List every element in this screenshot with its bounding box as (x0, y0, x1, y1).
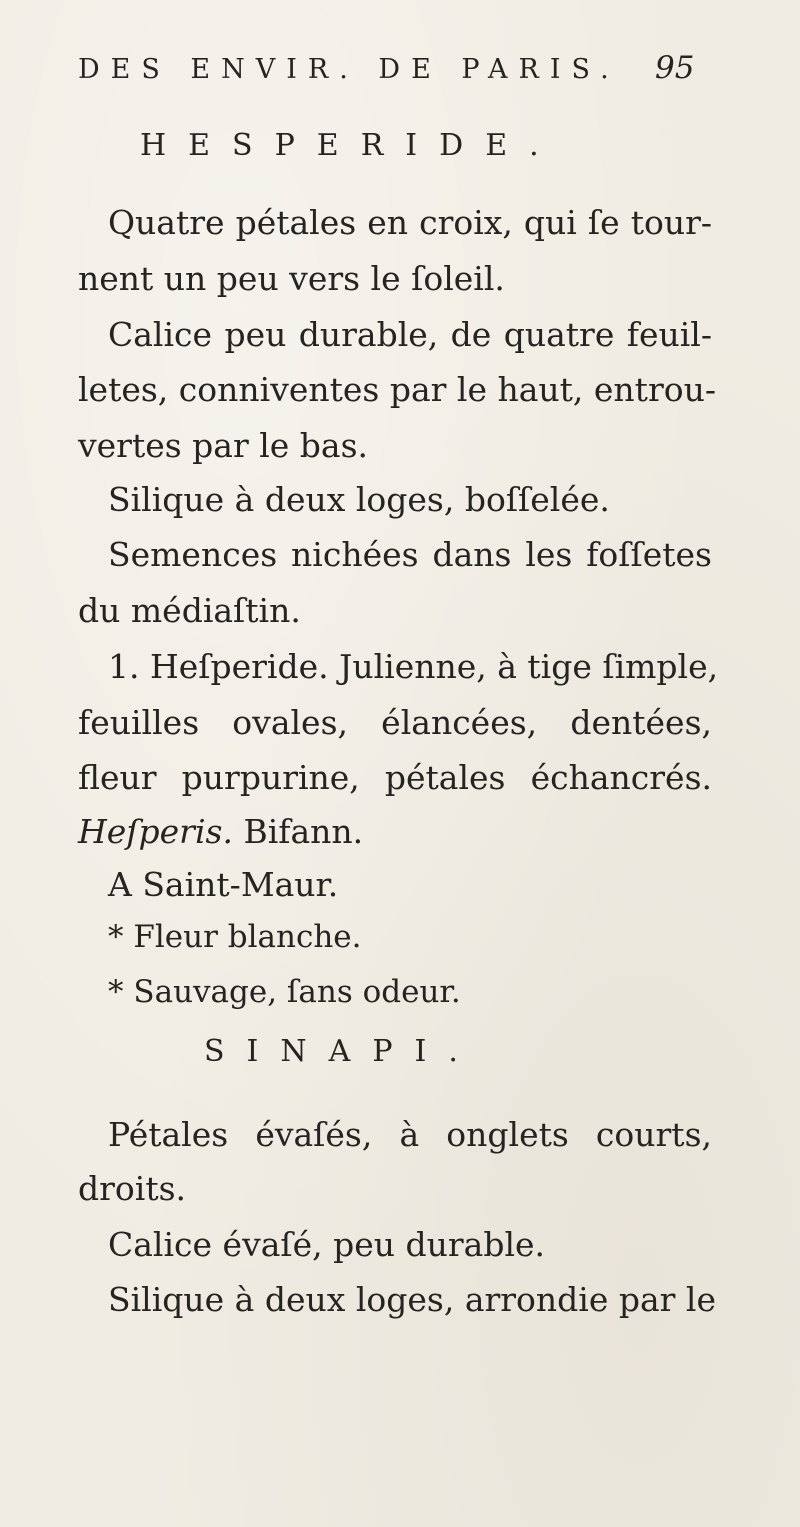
text-line: Calice évaſé, peu durable. (108, 1225, 546, 1264)
text-line: * Fleur blanche. (108, 919, 362, 955)
text-line: feuilles ovales, élancées, dentées, (78, 703, 712, 742)
text-line: Silique à deux loges, arrondie par le (108, 1280, 717, 1319)
text-line: A Saint-Maur. (108, 865, 339, 904)
text-line: fleur purpurine, pétales échancrés. (78, 758, 712, 797)
text-line: droits. (78, 1169, 187, 1208)
text-line: Pétales évaſés, à onglets courts, (108, 1115, 712, 1154)
text-line: letes, conniventes par le haut, entrou- (78, 370, 716, 409)
text-line: Quatre pétales en croix, qui ſe tour- (108, 203, 712, 242)
text-line: du médiaſtin. (78, 591, 301, 630)
text-line: Calice peu durable, de quatre feuil- (108, 315, 712, 354)
section-title-sinapi: SINAPI. (204, 1034, 480, 1069)
page-number: 95 (655, 50, 695, 86)
text-line: Semences nichées dans les foſſetes (108, 535, 712, 574)
section-title-hesperide: HESPERIDE. (140, 128, 561, 163)
text-line: vertes par le bas. (78, 426, 369, 465)
text-line: Silique à deux loges, boſſelée. (108, 480, 610, 519)
text-line: Heſperis. Bifann. (78, 812, 364, 851)
text-line: 1. Heſperide. Julienne, à tige ſimple, (108, 647, 719, 686)
text-line: * Sauvage, ſans odeur. (108, 974, 461, 1010)
running-head: DES ENVIR. DE PARIS. (78, 54, 620, 85)
text-line: nent un peu vers le ſoleil. (78, 259, 505, 298)
